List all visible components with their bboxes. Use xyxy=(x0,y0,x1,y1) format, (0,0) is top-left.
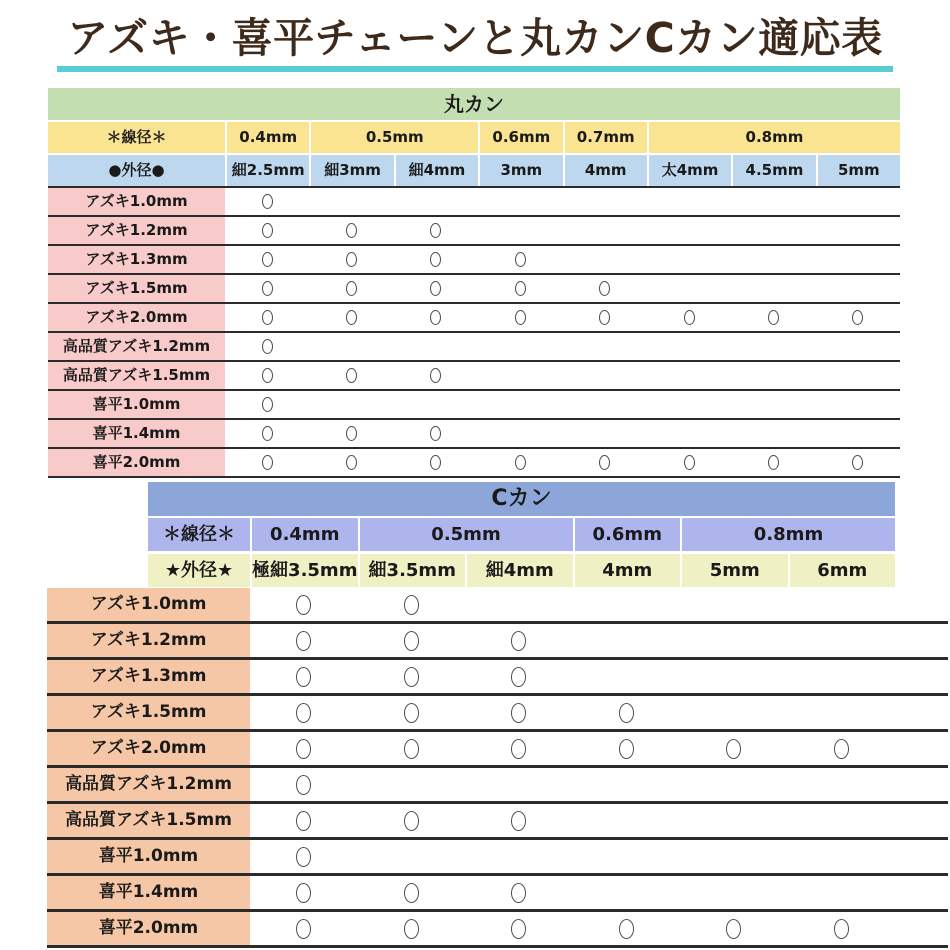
ckan-wire-diameter-row xyxy=(148,518,895,551)
compatible-circle-icon xyxy=(262,194,273,209)
ckan-outer-col: 細4mm xyxy=(467,554,573,587)
ckan-outer-col: 6mm xyxy=(790,554,896,587)
compatible-circle-icon xyxy=(404,883,419,903)
ckan-data-rows xyxy=(47,588,948,948)
marukan-compatible-cell xyxy=(647,310,731,325)
marukan-compatible-cell xyxy=(225,397,309,412)
marukan-chain-row xyxy=(48,333,900,362)
ckan-wire-col: 0.5mm xyxy=(360,518,573,551)
marukan-compatible-cell xyxy=(478,455,562,470)
marukan-compatible-cell xyxy=(309,426,393,441)
marukan-wire-diameter-row xyxy=(48,122,900,153)
marukan-compatible-cell xyxy=(225,426,309,441)
ckan-chain-row-label: アズキ2.0mm xyxy=(47,732,250,765)
marukan-chain-row-label: 高品質アズキ1.2mm xyxy=(48,333,225,360)
marukan-compatible-cell xyxy=(309,368,393,383)
marukan-compatible-cell xyxy=(816,310,900,325)
marukan-outer-axis-label: ●外径● xyxy=(48,155,225,186)
ckan-compatible-cell xyxy=(788,739,896,759)
ckan-compatible-cell xyxy=(573,739,681,759)
compatible-circle-icon xyxy=(346,426,357,441)
compatible-circle-icon xyxy=(511,667,526,687)
marukan-data-rows xyxy=(48,186,900,478)
ckan-chain-row-label: 喜平2.0mm xyxy=(47,912,250,945)
ckan-chain-row xyxy=(47,696,948,732)
marukan-outer-col: 3mm xyxy=(480,155,562,186)
compatible-circle-icon xyxy=(296,631,311,651)
compatible-circle-icon xyxy=(619,739,634,759)
marukan-compatible-cell xyxy=(225,455,309,470)
compatible-circle-icon xyxy=(346,281,357,296)
ckan-outer-col: 極細3.5mm xyxy=(252,554,358,587)
compatible-circle-icon xyxy=(430,310,441,325)
marukan-chain-row-label: アズキ1.3mm xyxy=(48,246,225,273)
ckan-compatible-cell xyxy=(680,739,788,759)
ckan-chain-row xyxy=(47,912,948,948)
compatible-circle-icon xyxy=(852,310,863,325)
ckan-compatible-cell xyxy=(358,919,466,939)
marukan-compatible-cell xyxy=(563,310,647,325)
compatible-circle-icon xyxy=(262,397,273,412)
compatible-circle-icon xyxy=(515,281,526,296)
compatible-circle-icon xyxy=(430,223,441,238)
ckan-outer-col: 細3.5mm xyxy=(360,554,466,587)
compatible-circle-icon xyxy=(511,631,526,651)
marukan-compatible-cell xyxy=(225,339,309,354)
marukan-outer-col: 細2.5mm xyxy=(227,155,309,186)
page-title xyxy=(0,14,950,72)
marukan-chain-row xyxy=(48,304,900,333)
ckan-wire-axis-label: ＊線径＊ xyxy=(148,518,250,551)
marukan-chain-row-label: 喜平1.0mm xyxy=(48,391,225,418)
compatible-circle-icon xyxy=(430,281,441,296)
marukan-wire-col: 0.6mm xyxy=(480,122,562,153)
ckan-compatible-cell xyxy=(358,739,466,759)
marukan-compatible-cell xyxy=(478,281,562,296)
compatible-circle-icon xyxy=(346,455,357,470)
ckan-compatible-cell xyxy=(788,919,896,939)
compatible-circle-icon xyxy=(262,252,273,267)
ckan-chain-row xyxy=(47,660,948,696)
compatible-circle-icon xyxy=(511,883,526,903)
compatible-circle-icon xyxy=(262,455,273,470)
ckan-chain-row xyxy=(47,768,948,804)
marukan-outer-col: 4mm xyxy=(565,155,647,186)
marukan-compatible-cell xyxy=(563,281,647,296)
compatible-circle-icon xyxy=(404,811,419,831)
compatible-circle-icon xyxy=(296,739,311,759)
page-title-text: アズキ・喜平チェーンと丸カンCカン適応表 xyxy=(57,14,892,72)
marukan-compatible-cell xyxy=(309,223,393,238)
marukan-compatible-cell xyxy=(309,252,393,267)
ckan-compatible-cell xyxy=(250,739,358,759)
marukan-compatible-cell xyxy=(394,310,478,325)
marukan-compatible-cell xyxy=(478,310,562,325)
compatible-circle-icon xyxy=(404,595,419,615)
ckan-chain-row xyxy=(47,624,948,660)
compatible-circle-icon xyxy=(834,739,849,759)
marukan-compatible-cell xyxy=(394,426,478,441)
marukan-outer-col: 細4mm xyxy=(396,155,478,186)
ckan-compatible-cell xyxy=(573,919,681,939)
marukan-outer-col: 4.5mm xyxy=(733,155,815,186)
compatible-circle-icon xyxy=(619,919,634,939)
marukan-wire-axis-label: ＊線径＊ xyxy=(48,122,225,153)
marukan-table-header: 丸カン xyxy=(48,88,900,120)
marukan-chain-row xyxy=(48,217,900,246)
compatible-circle-icon xyxy=(430,252,441,267)
compatible-circle-icon xyxy=(346,368,357,383)
marukan-wire-col: 0.7mm xyxy=(565,122,647,153)
compatible-circle-icon xyxy=(296,703,311,723)
compatible-circle-icon xyxy=(262,223,273,238)
compatible-circle-icon xyxy=(619,703,634,723)
compatible-circle-icon xyxy=(404,703,419,723)
marukan-compatible-cell xyxy=(225,368,309,383)
compatible-circle-icon xyxy=(834,919,849,939)
ckan-compatible-cell xyxy=(465,667,573,687)
compatible-circle-icon xyxy=(726,739,741,759)
ckan-compatible-cell xyxy=(250,667,358,687)
ckan-compatible-cell xyxy=(680,919,788,939)
ckan-compatible-cell xyxy=(250,595,358,615)
marukan-chain-row-label: アズキ1.2mm xyxy=(48,217,225,244)
compatible-circle-icon xyxy=(511,811,526,831)
marukan-compatible-cell xyxy=(478,252,562,267)
ckan-outer-axis-label: ★外径★ xyxy=(148,554,250,587)
ckan-chain-row xyxy=(47,840,948,876)
compatible-circle-icon xyxy=(768,310,779,325)
ckan-chain-row xyxy=(47,732,948,768)
ckan-chain-row-label: 喜平1.4mm xyxy=(47,876,250,909)
ckan-chain-row-label: 高品質アズキ1.2mm xyxy=(47,768,250,801)
compatible-circle-icon xyxy=(296,595,311,615)
marukan-outer-col: 太4mm xyxy=(649,155,731,186)
ckan-compatible-cell xyxy=(358,811,466,831)
ckan-outer-col: 5mm xyxy=(682,554,788,587)
compatible-circle-icon xyxy=(296,883,311,903)
marukan-outer-col: 細3mm xyxy=(311,155,393,186)
marukan-chain-row-label: アズキ1.5mm xyxy=(48,275,225,302)
ckan-chain-row xyxy=(47,588,948,624)
compatible-circle-icon xyxy=(599,310,610,325)
marukan-compatible-cell xyxy=(816,455,900,470)
compatible-circle-icon xyxy=(430,368,441,383)
ckan-compatible-cell xyxy=(250,811,358,831)
ckan-chain-row-label: アズキ1.5mm xyxy=(47,696,250,729)
compatible-circle-icon xyxy=(599,455,610,470)
compatible-circle-icon xyxy=(262,310,273,325)
marukan-compatible-cell xyxy=(394,252,478,267)
compatible-circle-icon xyxy=(684,455,695,470)
marukan-outer-diameter-row xyxy=(48,155,900,186)
marukan-chain-row xyxy=(48,449,900,478)
compatible-circle-icon xyxy=(852,455,863,470)
marukan-compatible-cell xyxy=(563,455,647,470)
ckan-chain-row xyxy=(47,876,948,912)
ckan-compatible-cell xyxy=(465,919,573,939)
marukan-chain-row-label: アズキ1.0mm xyxy=(48,188,225,215)
ckan-chain-row xyxy=(47,804,948,840)
ckan-compatible-cell xyxy=(358,595,466,615)
marukan-compatible-cell xyxy=(225,310,309,325)
compatible-circle-icon xyxy=(262,426,273,441)
ckan-compatible-cell xyxy=(250,847,358,867)
marukan-chain-row-label: 高品質アズキ1.5mm xyxy=(48,362,225,389)
marukan-outer-col: 5mm xyxy=(818,155,900,186)
compatible-circle-icon xyxy=(599,281,610,296)
marukan-chain-row xyxy=(48,275,900,304)
ckan-compatible-cell xyxy=(250,703,358,723)
ckan-compatible-cell xyxy=(250,883,358,903)
compatible-circle-icon xyxy=(262,368,273,383)
compatible-circle-icon xyxy=(684,310,695,325)
marukan-compatible-cell xyxy=(731,455,815,470)
marukan-compatible-cell xyxy=(647,455,731,470)
compatible-circle-icon xyxy=(346,310,357,325)
ckan-compatible-cell xyxy=(358,883,466,903)
marukan-chain-row xyxy=(48,362,900,391)
marukan-chain-row xyxy=(48,420,900,449)
compatible-circle-icon xyxy=(515,252,526,267)
marukan-compatible-cell xyxy=(309,310,393,325)
marukan-chain-row xyxy=(48,391,900,420)
compatible-circle-icon xyxy=(296,847,311,867)
compatible-circle-icon xyxy=(430,426,441,441)
compatible-circle-icon xyxy=(404,631,419,651)
ckan-chain-row-label: 高品質アズキ1.5mm xyxy=(47,804,250,837)
marukan-wire-col: 0.5mm xyxy=(311,122,478,153)
ckan-wire-col: 0.4mm xyxy=(252,518,358,551)
compatible-circle-icon xyxy=(296,919,311,939)
marukan-chain-row xyxy=(48,188,900,217)
ckan-compatible-cell xyxy=(465,739,573,759)
ckan-outer-col: 4mm xyxy=(575,554,681,587)
ckan-outer-diameter-row xyxy=(148,554,895,587)
compatible-circle-icon xyxy=(296,811,311,831)
marukan-compatible-cell xyxy=(225,223,309,238)
ckan-compatible-cell xyxy=(250,631,358,651)
marukan-compatible-cell xyxy=(394,455,478,470)
ckan-compatible-cell xyxy=(250,775,358,795)
compatible-circle-icon xyxy=(515,310,526,325)
marukan-chain-row-label: アズキ2.0mm xyxy=(48,304,225,331)
compatible-circle-icon xyxy=(346,223,357,238)
marukan-compatible-cell xyxy=(309,281,393,296)
compatible-circle-icon xyxy=(726,919,741,939)
marukan-chain-row xyxy=(48,246,900,275)
marukan-compatible-cell xyxy=(309,455,393,470)
marukan-compatible-cell xyxy=(394,368,478,383)
compatible-circle-icon xyxy=(346,252,357,267)
compatible-circle-icon xyxy=(296,775,311,795)
marukan-wire-col: 0.4mm xyxy=(227,122,309,153)
ckan-chain-row-label: 喜平1.0mm xyxy=(47,840,250,873)
compatible-circle-icon xyxy=(511,919,526,939)
compatible-circle-icon xyxy=(404,919,419,939)
marukan-compatible-cell xyxy=(225,281,309,296)
ckan-compatible-cell xyxy=(465,883,573,903)
compatible-circle-icon xyxy=(511,703,526,723)
compatible-circle-icon xyxy=(404,739,419,759)
marukan-compatibility-table xyxy=(48,88,900,478)
compatible-circle-icon xyxy=(511,739,526,759)
ckan-chain-row-label: アズキ1.2mm xyxy=(47,624,250,657)
compatible-circle-icon xyxy=(768,455,779,470)
marukan-chain-row-label: 喜平1.4mm xyxy=(48,420,225,447)
ckan-compatible-cell xyxy=(358,667,466,687)
compatible-circle-icon xyxy=(430,455,441,470)
marukan-compatible-cell xyxy=(731,310,815,325)
ckan-compatible-cell xyxy=(465,811,573,831)
ckan-compatible-cell xyxy=(465,631,573,651)
ckan-compatible-cell xyxy=(573,703,681,723)
ckan-chain-row-label: アズキ1.3mm xyxy=(47,660,250,693)
ckan-compatible-cell xyxy=(358,631,466,651)
compatible-circle-icon xyxy=(262,281,273,296)
ckan-compatible-cell xyxy=(358,703,466,723)
ckan-compatible-cell xyxy=(250,919,358,939)
compatible-circle-icon xyxy=(515,455,526,470)
compatible-circle-icon xyxy=(262,339,273,354)
compatible-circle-icon xyxy=(404,667,419,687)
marukan-compatible-cell xyxy=(394,223,478,238)
ckan-table-header: Cカン xyxy=(148,482,895,516)
marukan-chain-row-label: 喜平2.0mm xyxy=(48,449,225,476)
marukan-compatible-cell xyxy=(394,281,478,296)
compatible-circle-icon xyxy=(296,667,311,687)
ckan-chain-row-label: アズキ1.0mm xyxy=(47,588,250,621)
marukan-compatible-cell xyxy=(225,252,309,267)
ckan-compatible-cell xyxy=(465,703,573,723)
marukan-compatible-cell xyxy=(225,194,309,209)
marukan-wire-col: 0.8mm xyxy=(649,122,900,153)
ckan-wire-col: 0.8mm xyxy=(682,518,895,551)
ckan-wire-col: 0.6mm xyxy=(575,518,681,551)
